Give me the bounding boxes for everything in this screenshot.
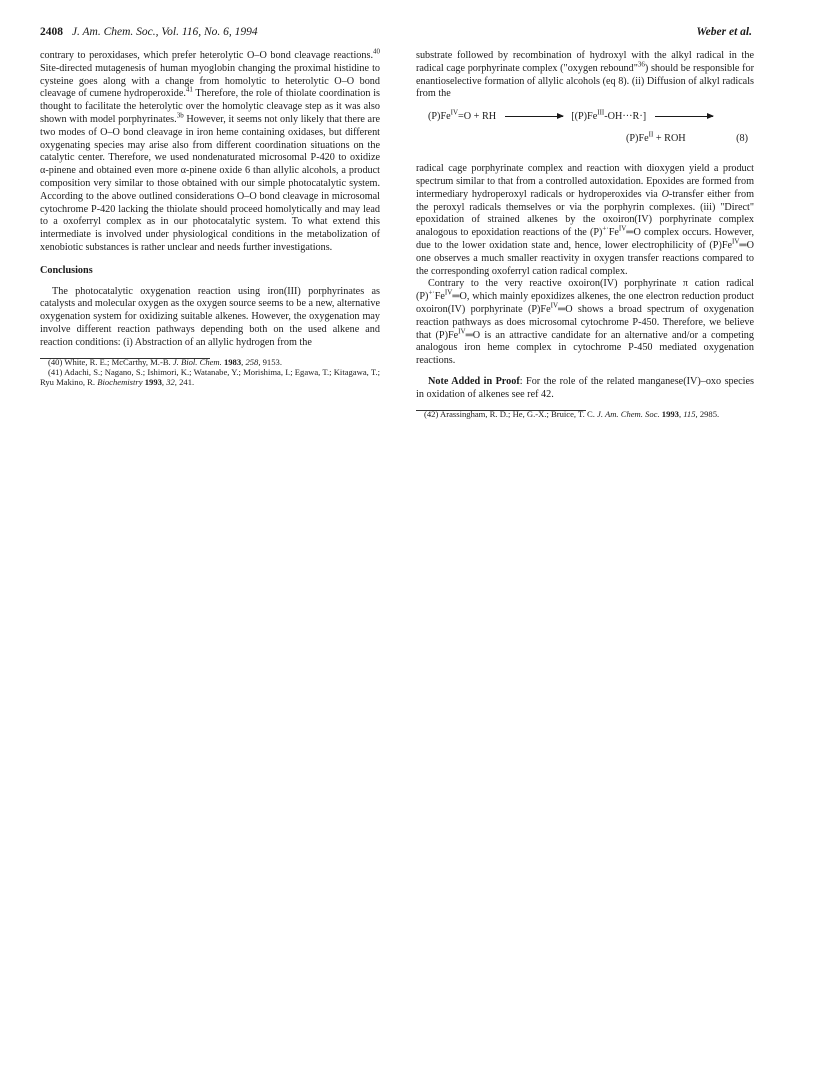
note-added-in-proof: Note Added in Proof: For the role of the related manganese(IV)–oxo species in oxidation of alkenes see ref 42. [416,375,754,400]
footnote-41: (41) Adachi, S.; Nagano, S.; Ishimori, K.; Watanabe, Y.; Morishima, I.; Egawa, T.; Kitagawa, T.; Ryu Makino, R. Biochemistry 1993, 32, 241. [40,366,380,388]
equation-line-1: $(P)Fe^{IV}=O$ + RH $[(P)Fe^{III}-OH\cdot\cdot\cdot R\cdot]$ [428,111,719,124]
body-paragraph: contrary to peroxidases, which prefer heterolytic O–O bond cleavage reactions.$^{40}$ Site-directed mutagenesis of human myoglobin changing the proximal histidine to cysteine goes along with a change from homolytic to heterolytic O–O bond cleavage of cumene hydroperoxide.$^{41}$ Therefore, the role of thiolate coordination is thought to facilitate the heterolytic over the homolytic cleavage step as it was also shown with model porphyrinates.$^{3b}$ However, it seems not only likely that there are two modes of O–O bond cleavage in iron heme containing oxidases, but different oxygenating species may arise also from different coordination situations on the catalytic center. Therefore, we used nondenaturated microsomal P-420 to oxidize α-pinene and obtained even more α-pinene oxide 6 than allylic alcohols, a product composition very similar to those obtained with our simple photocatalytic system. According to the above outlined considerations O–O bond cleavage in microsomal cytochrome P-420 lacking the thiolate should proceed homolytically and may lead to a oxoferryl complex as in our photocatalytic system. To what extend this intermediate is involved under physiological conditions in the metabolization of xenobiotic substances is rather unclear and needs further investigations. [40,47,381,253]
footnotes [416,409,754,419]
right-column [416,50,754,419]
section-heading-conclusions: Conclusions [40,264,93,276]
conclusions-paragraph: The photocatalytic oxygenation reaction using iron(III) porphyrinates as catalysts and molecular oxygen as the oxygen source seems to be a new, alternative oxygenation system for oxidizing suitable alkenes. However, the oxygenation may involve different reaction pathways depending both on the used alkene and reaction conditions: (i) Abstraction of an allylic hydrogen from the [40,285,380,348]
body-paragraph: Contrary to the very reactive oxoiron(IV) porphyrinate π cation radical $(P)^{+\cdot}Fe^{IV}═O$, which mainly epoxidizes alkenes, the one electron reduction product oxoiron(IV) porphyrinate $(P)Fe^{IV}═O$ shows a broad spectrum of oxygenation reaction pathways as does microsomal cytochrome P-450. Therefore, we believe that $(P)Fe^{IV}═O$ is an attractive candidate for an alternative and/or a competing analogous iron heme complex in cytochrome P-450 mediated oxygenation reactions. [416,278,754,367]
reference-marker[interactable]: 3b [176,111,184,120]
footnotes [40,357,380,388]
body-paragraph: substrate followed by recombination of hydroxyl with the alkyl radical in the radical cage porphyrinate complex ("oxygen rebound"$^{36}$) should be responsible for enantioselective formation of allylic alcohols (eq 8). (ii) Diffusion of alkyl radicals from the [416,50,754,100]
journal-citation: J. Am. Chem. Soc., Vol. 116, No. 6, 1994 [71,26,258,38]
equation-number: (8) [736,133,748,145]
reference-marker[interactable]: 41 [185,86,193,94]
page-number: 2408 [40,26,63,38]
running-authors: Weber et al. [696,26,752,38]
footnote-42: (42) Arassingham, R. D.; He, G.-X.; Bruice, T. C. J. Am. Chem. Soc. 1993, 115, 2985. [424,408,720,419]
note-heading: Note Added in Proof [428,375,520,387]
equation-8 [416,109,754,153]
reference-marker[interactable]: 40 [373,47,380,56]
footnote-40: (40) White, R. E.; McCarthy, M.-B. J. Biol. Chem. 1983, 258, 9153. [48,356,282,367]
reaction-arrow [505,116,563,117]
equation-line-2: $(P)Fe^{II}$ + ROH [626,130,686,145]
reference-marker[interactable]: 36 [637,60,645,69]
left-column [40,47,381,388]
reaction-arrow [655,116,713,117]
running-header [40,26,752,42]
body-paragraph: radical cage porphyrinate complex and reaction with dioxygen yield a product spectrum similar to that from a controlled autoxidation. Epoxides are formed from intermediary hydroperoxyl radicals or hydroperoxides via O-transfer either from the peroxyl radicals themselves or via the porphyrin complexes. (iii) "Direct" epoxidation of strained alkenes by the oxoiron(IV) porphyrinate complex analogous to epoxidation reactions of the $(P)^{+\cdot}Fe^{IV}═O$ complex occurs. However, due to the lower oxidation state and, hence, lower electrophilicity of $(P)Fe^{IV}═O$ one observes a much smaller reactivity in oxygen transfer reactions compared to the corresponding oxoferryl cation radical complex. [416,163,755,277]
